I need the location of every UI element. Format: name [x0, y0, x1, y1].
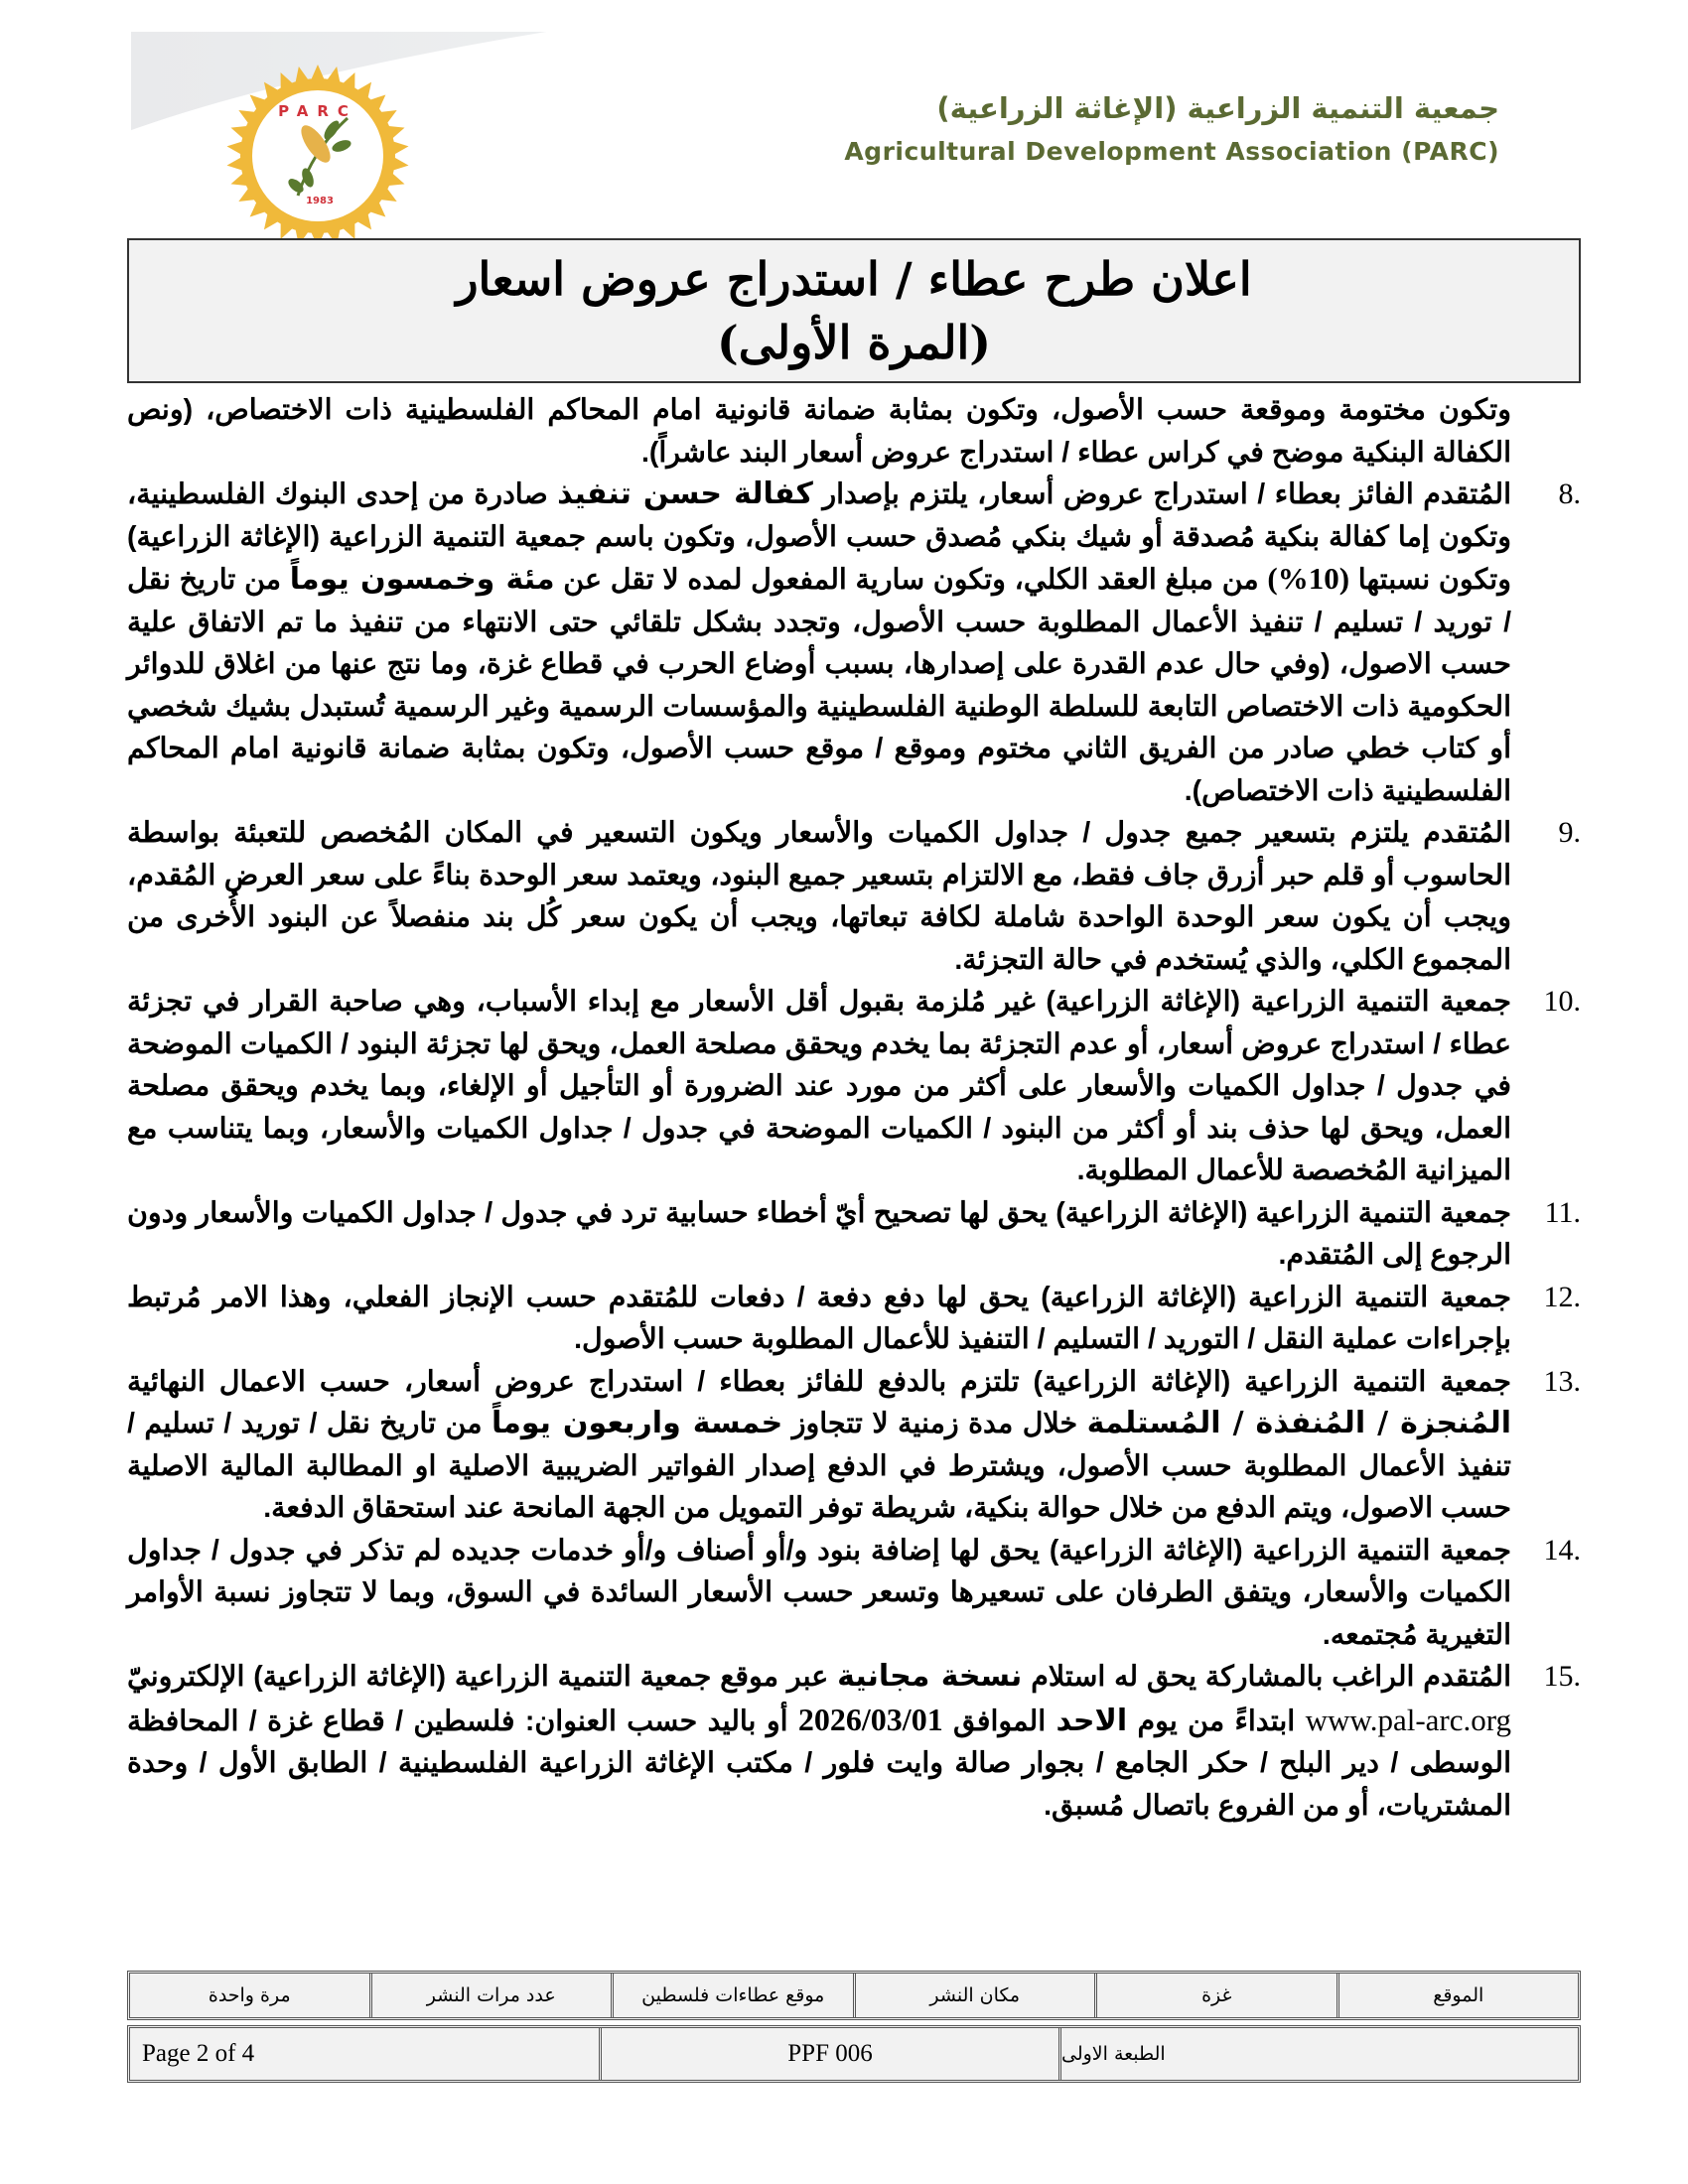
page-number: Page 2 of 4: [130, 2028, 602, 2080]
publication-info-table: [127, 1971, 1581, 2020]
term-number: 11.: [1544, 1195, 1581, 1229]
term-number: 10.: [1543, 985, 1581, 1018]
term-number: 9.: [1558, 816, 1581, 849]
announcement-subtitle: (المرة الأولى): [717, 316, 991, 369]
terms-list: [127, 474, 1581, 1827]
svg-text:PARC: PARC: [278, 102, 357, 120]
pub-cell-count-label: عدد مرات النشر: [369, 1974, 612, 2017]
term-item: [127, 474, 1581, 812]
start-date: 2026/03/01: [797, 1701, 943, 1737]
term-item: [127, 812, 1581, 981]
parc-sun-logo-icon: [209, 62, 506, 250]
pub-cell-location-value: غزة: [1094, 1974, 1336, 2017]
pub-cell-place-value: موقع عطاءات فلسطين: [611, 1974, 853, 2017]
term-text: من تاريخ نقل / توريد / تسليم / تنفيذ الأعمال المطلوبة حسب الأصول، ويشترط في الدفع إصدار الفواتير الضريبية الاصلية او المطالبة المالية الاصلية حسب الاصول، ويتم الدفع من خلال حوالة بنكية، شريطة توفر التمويل من الجهة المانحة عند استحقاق الدفعة.: [127, 1408, 1511, 1524]
terms-content: [127, 389, 1581, 1827]
term-text: جمعية التنمية الزراعية (الإغاثة الزراعية) يحق لها دفع دفعة / دفعات للمُتقدم حسب الإنجاز الفعلي، وهذا الامر مُرتبط بإجراءات عملية النقل / التوريد / التسليم / التنفيذ للأعمال المطلوبة حسب الأصول.: [127, 1281, 1511, 1355]
highlighted-text: مئة وخمسون يوماً: [289, 562, 555, 597]
svg-text:1983: 1983: [306, 196, 334, 206]
announcement-title: اعلان طرح عطاء / استدراج عروض اسعار: [456, 252, 1252, 306]
term-item: [127, 1656, 1581, 1827]
term-number: 14.: [1543, 1533, 1581, 1567]
term-text: أو باليد حسب العنوان: فلسطين / قطاع غزة / المحافظة الوسطى / دير البلح / حكر الجامع / بجوار صالة وايت فلور / مكتب الإغاثة الزراعية الفلسطينية / الطابق الأول / وحدة المشتريات، أو من الفروع باتصال مُسبق.: [127, 1705, 1511, 1822]
term-number: 13.: [1543, 1364, 1581, 1398]
term-text: من تاريخ نقل / توريد / تسليم / تنفيذ الأعمال المطلوبة حسب الأصول، وتجدد بشكل تلقائي حتى الانتهاء من تنفيذ ما تم الاتفاق علية حسب الاصول، (وفي حال عدم القدرة على إصدارها، بسبب أوضاع الحرب في قطاع غزة، وما نتج عنها من اغلاق للدوائر الحكومية ذات الاختصاص التابعة للسلطة الوطنية الفلسطينية والمؤسسات الرسمية وغير الرسمية تُستبدل بشيك شخصي أو كتاب خطي صادر من الفريق الثاني مختوم وموقع / موقع حسب الأصول، وتكون بمثابة ضمانة قانونية امام المحاكم الفلسطينية ذات الاختصاص).: [127, 564, 1511, 807]
term-text: صادرة من إحدى البنوك الفلسطينية، وتكون إما كفالة بنكية مُصدقة أو شيك بنكي مُصدق حسب الأصول، وتكون باسم جمعية التنمية الزراعية (الإغاثة الزراعية) وتكون نسبتها: [127, 478, 1511, 596]
term-text: خلال مدة زمنية لا تتجاوز: [782, 1408, 1087, 1439]
term-text: جمعية التنمية الزراعية (الإغاثة الزراعية) يحق لها إضافة بنود و/أو أصناف و/أو خدمات جديده لم تذكر في جدول / جداول الكميات والأسعار، ويتفق الطرفان على تسعيرها وتسعر حسب الأسعار السائدة في السوق، وبما لا تتجاوز نسبة الأوامر التغيرية مُجتمعه.: [127, 1534, 1511, 1651]
term-item: [127, 1277, 1581, 1361]
term-item: [127, 1192, 1581, 1277]
term-item: [127, 981, 1581, 1192]
edition-label: الطبعة الاولى: [1061, 2043, 1166, 2065]
term-item: [127, 1530, 1581, 1657]
highlighted-text: خمسة واربعون يوماً: [491, 1406, 783, 1440]
term-text: المُتقدم الراغب بالمشاركة يحق له استلام: [1022, 1661, 1512, 1693]
intro-paragraph: وتكون مختومة وموقعة حسب الأصول، وتكون بمثابة ضمانة قانونية امام المحاكم الفلسطينية ذات الاختصاص، (ونص الكفالة البنكية موضح في كراس عطاء / استدراج عروض أسعار البند عاشراً).: [127, 394, 1511, 469]
highlighted-text: نسخة مجانية: [837, 1659, 1023, 1694]
term-number: 15.: [1543, 1660, 1581, 1693]
guarantee-percentage: (10%): [1267, 561, 1350, 596]
org-name-arabic: جمعية التنمية الزراعية (الإغاثة الزراعية): [936, 91, 1499, 125]
term-text: المُتقدم الفائز بعطاء / استدراج عروض أسعار، يلتزم بإصدار: [812, 478, 1511, 510]
term-number: 12.: [1543, 1280, 1581, 1313]
term-text: ابتداءً من يوم: [1127, 1705, 1306, 1737]
highlighted-text: المُنجزة / المُنفذة / المُستلمة: [1086, 1406, 1511, 1440]
pub-cell-location-label: الموقع: [1336, 1974, 1579, 2017]
term-text: من مبلغ العقد الكلي، وتكون سارية المفعول لمده لا تقل عن: [554, 564, 1268, 596]
website-link[interactable]: www.pal-arc.org: [1305, 1702, 1512, 1737]
term-text: جمعية التنمية الزراعية (الإغاثة الزراعية) غير مُلزمة بقبول أقل الأسعار مع إبداء الأسباب، وهي صاحبة القرار في تجزئة عطاء / استدراج عروض أسعار، أو عدم التجزئة بما يخدم ويحقق مصلحة العمل، ويحق لها تجزئة البنود / الكميات الموضحة في جدول / جداول الكميات والأسعار على أكثر من مورد عند الضرورة أو التأجيل أو الإلغاء، وبما يخدم ويحقق مصلحة العمل، ويحق لها حذف بند أو أكثر من البنود / الكميات الموضحة في جدول / جداول الكميات والأسعار، وبما يتناسب مع الميزانية المُخصصة للأعمال المطلوبة.: [127, 986, 1511, 1186]
term-item: [127, 1361, 1581, 1530]
term-text: جمعية التنمية الزراعية (الإغاثة الزراعية) تلتزم بالدفع للفائز بعطاء / استدراج عروض أسعار، حسب الاعمال النهائية: [127, 1365, 1511, 1398]
announcement-title-box: [127, 238, 1581, 383]
highlighted-text: الاحد: [1055, 1703, 1128, 1738]
pub-cell-place-label: مكان النشر: [853, 1974, 1095, 2017]
highlighted-text: كفالة حسن تنفيذ: [557, 477, 813, 511]
term-text: عبر موقع جمعية التنمية الزراعية (الإغاثة الزراعية) الإلكترونيّ: [127, 1661, 838, 1693]
pub-cell-count-value: مرة واحدة: [208, 1984, 291, 2006]
form-code: PPF 006: [602, 2028, 1061, 2080]
term-text: المُتقدم يلتزم بتسعير جميع جدول / جداول الكميات والأسعار ويكون التسعير في المكان المُخصص للتعبئة بواسطة الحاسوب أو قلم حبر أزرق جاف فقط، مع الالتزام بتسعير جميع البنود، ويعتمد سعر الوحدة بناءً على سعر العرض المُقدم، ويجب أن يكون سعر الوحدة الواحدة شاملة لكافة تبعاتها، ويجب أن يكون سعر كُل بند منفصلاً عن البنود الأُخرى من المجموع الكلي، والذي يُستخدم في حالة التجزئة.: [127, 817, 1511, 976]
parc-logo: [209, 62, 506, 250]
org-name-english: Agricultural Development Association (PARC): [844, 137, 1499, 166]
term-text: الموافق: [942, 1705, 1056, 1737]
page-footer-table: [127, 2025, 1581, 2083]
term-number: 8.: [1558, 478, 1581, 510]
term-text: جمعية التنمية الزراعية (الإغاثة الزراعية) يحق لها تصحيح أيّ أخطاء حسابية ترد في جدول / جداول الكميات والأسعار ودون الرجوع إلى المُتقدم.: [127, 1196, 1511, 1271]
